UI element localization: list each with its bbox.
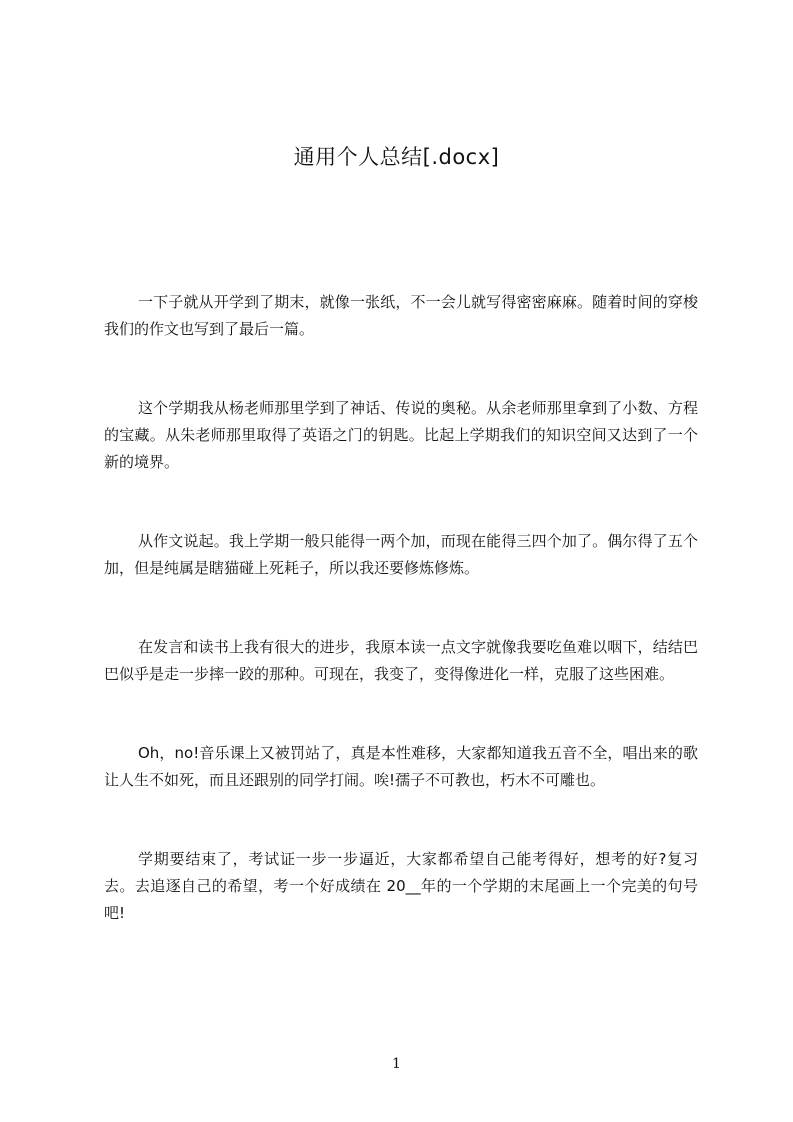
- paragraph: 从作文说起。我上学期一般只能得一两个加，而现在能得三四个加了。偶尔得了五个加，但是纯属是瞎猫碰上死耗子，所以我还要修炼修炼。: [104, 532, 698, 577]
- document-body: [104, 289, 698, 979]
- paragraph: Oh，no!音乐课上又被罚站了，真是本性难移，大家都知道我五音不全，唱出来的歌让人生不如死，而且还跟别的同学打闹。唉!孺子不可教也，朽木不可雕也。: [104, 744, 698, 789]
- page-number: 1: [392, 1056, 401, 1072]
- paragraph: 在发言和读书上我有很大的进步，我原本读一点文字就像我要吃鱼难以咽下，结结巴巴似乎是走一步摔一跤的那种。可现在，我变了，变得像进化一样，克服了这些困难。: [104, 638, 698, 683]
- paragraph: 学期要结束了，考试证一步一步逼近，大家都希望自己能考得好，想考的好?复习去。去追逐自己的希望，考一个好成绩在 20__年的一个学期的末尾画上一个完美的句号吧!: [104, 850, 698, 922]
- paragraph: 一下子就从开学到了期末，就像一张纸，不一会儿就写得密密麻麻。随着时间的穿梭我们的作文也写到了最后一篇。: [104, 293, 698, 338]
- paragraph: 这个学期我从杨老师那里学到了神话、传说的奥秘。从余老师那里拿到了小数、方程的宝藏。从朱老师那里取得了英语之门的钥匙。比起上学期我们的知识空间又达到了一个新的境界。: [104, 399, 698, 471]
- document-title: 通用个人总结[.docx]: [293, 145, 500, 169]
